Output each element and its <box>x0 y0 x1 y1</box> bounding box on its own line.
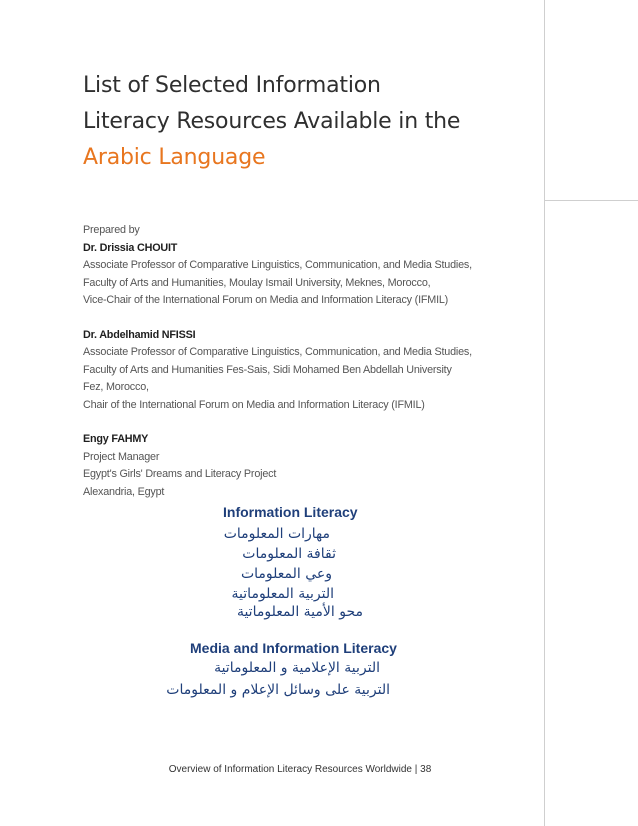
right-margin-rule <box>544 0 545 826</box>
title-line-1: List of Selected Information <box>83 73 381 98</box>
title-line-3: Arabic Language <box>83 145 266 170</box>
spacer <box>83 310 543 327</box>
author-name: Dr. Abdelhamid NFISSI <box>83 328 196 341</box>
author-affiliation-line: Vice-Chair of the International Forum on Media and Information Literacy (IFMIL) <box>83 294 449 306</box>
title-line-2: Literacy Resources Available in the <box>83 109 461 134</box>
page-title <box>83 68 460 176</box>
authors-block <box>83 222 543 501</box>
arabic-term: التربية المعلوماتية <box>231 586 334 602</box>
arabic-term: وعي المعلومات <box>240 566 332 582</box>
author-affiliation-line: Alexandria, Egypt <box>83 485 165 498</box>
info-literacy-heading: Information Literacy <box>223 504 358 520</box>
page-footer: Overview of Information Literacy Resources Worldwide | 38 <box>168 764 432 775</box>
author-name: Dr. Drissia CHOUIT <box>83 241 178 254</box>
prepared-by-label: Prepared by <box>83 224 140 236</box>
mil-heading: Media and Information Literacy <box>190 640 397 656</box>
author-affiliation-line: Chair of the International Forum on Media and Information Literacy (IFMIL) <box>83 398 425 411</box>
author-affiliation-line: Egypt's Girls' Dreams and Literacy Project <box>83 468 277 480</box>
arabic-term: ثقافة المعلومات <box>242 546 336 562</box>
author-affiliation-line: Faculty of Arts and Humanities Fes-Sais, Sidi Mohamed Ben Abdellah University <box>83 363 452 376</box>
arabic-term: محو الأمية المعلوماتية <box>236 604 363 620</box>
right-margin-tick <box>544 200 638 201</box>
spacer <box>83 414 543 431</box>
arabic-term: التربية على وسائل الإعلام و المعلومات <box>166 682 390 698</box>
arabic-term: مهارات المعلومات <box>223 526 330 542</box>
author-affiliation-line: Associate Professor of Comparative Linguistics, Communication, and Media Studies, <box>83 259 472 271</box>
author-affiliation-line: Fez, Morocco, <box>83 381 149 393</box>
arabic-term: التربية الإعلامية و المعلوماتية <box>214 660 380 676</box>
author-affiliation-line: Project Manager <box>83 450 160 463</box>
author-name: Engy FAHMY <box>83 433 149 445</box>
author-affiliation-line: Faculty of Arts and Humanities, Moulay Ismail University, Meknes, Morocco, <box>83 276 431 289</box>
author-affiliation-line: Associate Professor of Comparative Linguistics, Communication, and Media Studies, <box>83 346 472 358</box>
